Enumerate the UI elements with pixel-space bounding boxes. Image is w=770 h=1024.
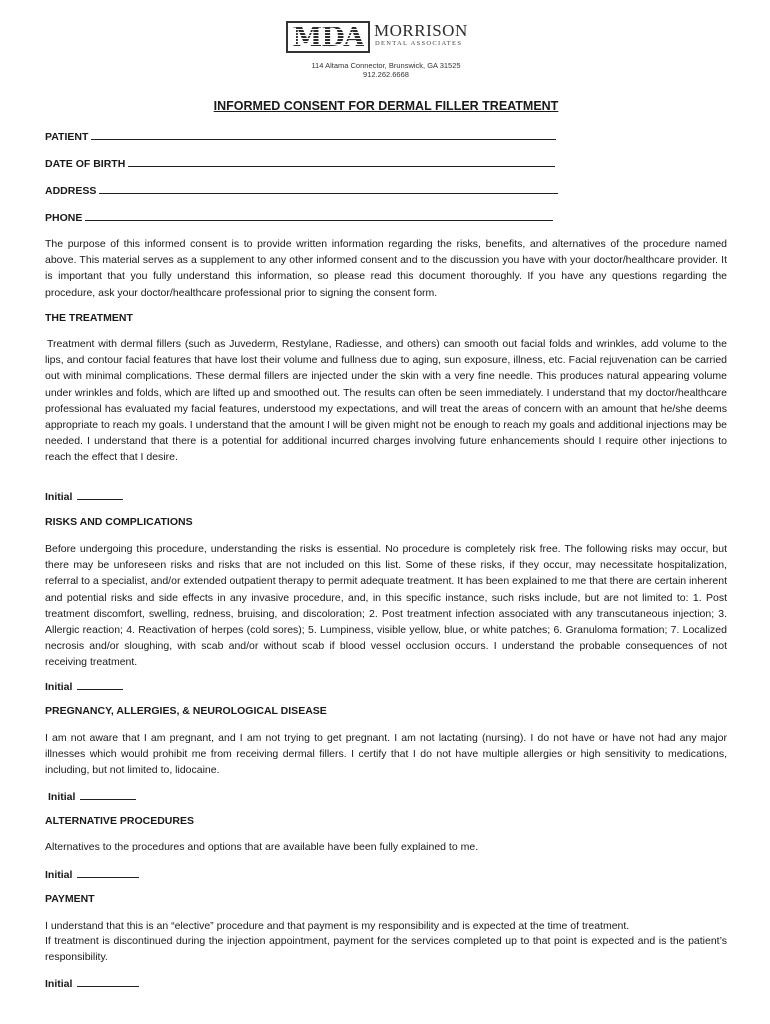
treatment-initial-blank[interactable] [77, 490, 123, 500]
pregnancy-paragraph: I am not aware that I am pregnant, and I am not trying to get pregnant. I am not lactating (nursing). I do not have or have not had any major illnesses which would prohibit me from receiving dermal fillers. I certify that I do not have multiple allergies or high sensitivity to medications, including, but not limited to, lidocaine. [45, 732, 727, 777]
practice-address: 114 Altama Connector, Brunswick, GA 31525 [311, 61, 461, 70]
alternatives-initial [45, 868, 139, 881]
address-blank[interactable] [99, 184, 558, 194]
document-title: INFORMED CONSENT FOR DERMAL FILLER TREATMENT [213, 99, 559, 113]
payment-paragraph-2: If treatment is discontinued during the injection appointment, payment for the services completed up to that point is expected and is the patient’s responsibility. [45, 935, 727, 964]
treatment-initial-label: Initial [45, 491, 73, 503]
treatment-initial [45, 490, 123, 503]
pregnancy-initial [48, 790, 136, 803]
payment-paragraph: I understand that this is an “elective” procedure and that payment is my responsibility and is expected at the time of treatment. [45, 920, 630, 932]
alternatives-heading: ALTERNATIVE PROCEDURES [45, 815, 194, 827]
treatment-heading: THE TREATMENT [45, 312, 133, 324]
patient-label: PATIENT [45, 131, 89, 143]
phone-field [45, 211, 553, 224]
payment-initial-label: Initial [45, 978, 73, 990]
payment-heading: PAYMENT [45, 893, 95, 905]
intro-paragraph: The purpose of this informed consent is to provide written information regarding the risks, benefits, and alternatives of the procedure named above. This material serves as a supplement to any other informed consent and to the discussion you have with your doctor/healthcare provider. It is important that you fully understand this information, so please read this document thoroughly. If you have any questions regarding the procedure, ask your doctor/healthcare professional prior to signing the consent form. [45, 238, 727, 299]
treatment-paragraph: Treatment with dermal fillers (such as Juvederm, Restylane, Radiesse, and others) can smooth out facial folds and wrinkles, add volume to the lips, and contour facial features that have lost their volume and fullness due to aging, sun exposure, illness, etc. Facial rejuvenation can be carried out with minimal complications. These dermal fillers are injected under the skin with a very fine needle. This produces natural appearing volume under wrinkles and folds, which are lifted up and smoothed out. The results can often be seen immediately. I understand that my doctor/healthcare professional has evaluated my facial features, understood my expectations, and will treat the areas of concern with an amount that he/she deems appropriate to reach my goals. I understand that the amount I will be given might not be enough to reach my goals and additional injections may be needed. I understand that there is a potential for additional incurred charges involving future enhancements should I require other injections to reach the effect that I desire. [45, 338, 727, 464]
address-label: ADDRESS [45, 185, 97, 197]
pregnancy-initial-label: Initial [48, 791, 76, 803]
pregnancy-initial-blank[interactable] [80, 790, 136, 800]
logo-emblem [286, 21, 370, 53]
patient-field [45, 130, 556, 143]
risks-paragraph: Before undergoing this procedure, understanding the risks is essential. No procedure is completely risk free. The following risks may occur, but there may be unforeseen risks and risks that are not included on this list. Some of these risks, if they occur, may necessitate hospitalization, referral to a specialist, and/or extended outpatient therapy to permit adequate treatment. It has been explained to me that there are certain inherent and potential risks and side effects in any invasive procedure, and, in this specific instance, such risks include, but are not limited to: 1. Post treatment discomfort, swelling, redness, bruising, and discoloration; 2. Post treatment infection associated with any transcutaneous injection; 3. Allergic reaction; 4. Reactivation of herpes (cold sores); 5. Lumpiness, visible yellow, blue, or white patches; 6. Granuloma formation; 7. Localized necrosis and/or sloughing, with scab and/or without scab if blood vessel occlusion occurs. I understand the probable consequences of not receiving treatment. [45, 543, 727, 669]
alternatives-paragraph: Alternatives to the procedures and options that are available have been fully explained to me. [45, 841, 479, 853]
logo-letters: MDA [292, 21, 364, 53]
alternatives-initial-blank[interactable] [77, 868, 139, 878]
phone-blank[interactable] [85, 211, 553, 221]
patient-blank[interactable] [91, 130, 556, 140]
risks-initial [45, 680, 123, 693]
payment-initial [45, 977, 139, 990]
date-of-birth-field [45, 157, 555, 170]
phone-label: PHONE [45, 212, 83, 224]
pregnancy-heading: PREGNANCY, ALLERGIES, & NEUROLOGICAL DISEASE [45, 705, 327, 717]
risks-heading: RISKS AND COMPLICATIONS [45, 516, 193, 528]
alternatives-initial-label: Initial [45, 869, 73, 881]
date-of-birth-label: DATE OF BIRTH [45, 158, 126, 170]
payment-initial-blank[interactable] [77, 977, 139, 987]
risks-initial-blank[interactable] [77, 680, 123, 690]
practice-phone: 912.262.6668 [363, 70, 409, 79]
logo-practice-name: MORRISON [374, 21, 468, 40]
risks-initial-label: Initial [45, 681, 73, 693]
practice-logo [286, 21, 486, 57]
address-field [45, 184, 558, 197]
date-of-birth-blank[interactable] [128, 157, 555, 167]
logo-practice-subtitle: DENTAL ASSOCIATES [375, 40, 463, 47]
